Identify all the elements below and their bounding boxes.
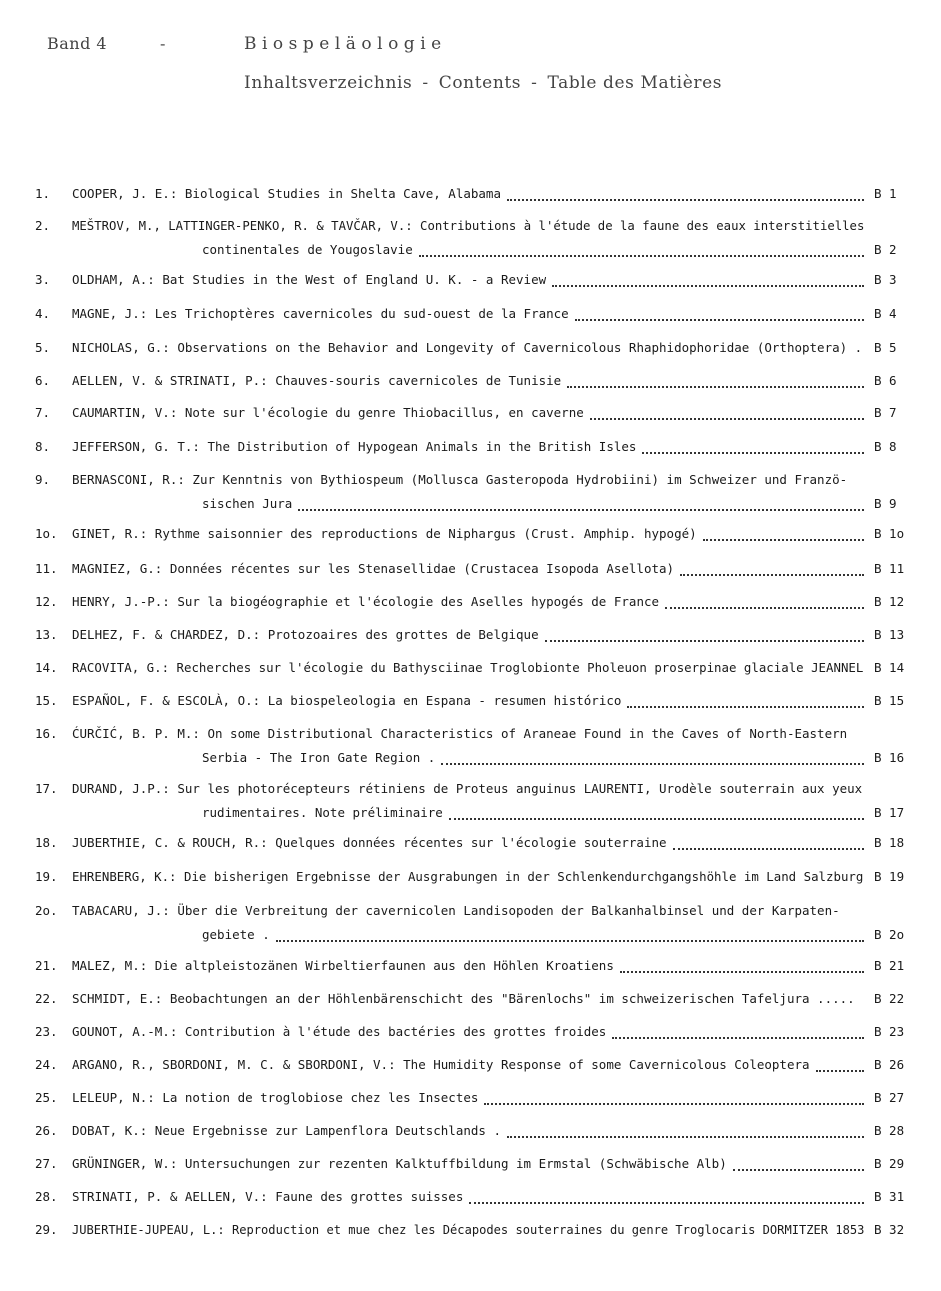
entry-title: Les Trichoptères cavernicoles du sud-ouest de la France <box>154 306 569 321</box>
entry-number: 3. <box>35 272 51 287</box>
dot-leader <box>419 253 864 257</box>
toc-entry <box>0 526 941 546</box>
toc-entry <box>0 1123 941 1143</box>
entry-line <box>72 1156 727 1171</box>
toc-entry <box>0 306 941 326</box>
page-reference: B 5 <box>874 340 897 355</box>
entry-author: EHRENBERG, K.: <box>72 869 177 884</box>
entry-author: SCHMIDT, E.: <box>72 991 163 1006</box>
dot-leader <box>816 1068 864 1072</box>
entry-number: 29. <box>35 1222 58 1237</box>
entry-author: ĆURČIĆ, B. P. M.: <box>72 726 200 741</box>
page-reference: B 3 <box>874 272 897 287</box>
entry-line <box>72 958 614 973</box>
page-reference: B 11 <box>874 561 905 576</box>
page-reference: B 15 <box>874 693 905 708</box>
entry-number: 11. <box>35 561 58 576</box>
entry-number: 18. <box>35 835 58 850</box>
toc-entry <box>0 186 941 206</box>
page-reference: B 21 <box>874 958 905 973</box>
dot-leader <box>552 283 864 287</box>
toc-entry <box>0 373 941 393</box>
entry-number: 9. <box>35 472 51 487</box>
entry-number: 4. <box>35 306 51 321</box>
entry-line <box>72 594 659 609</box>
page-reference: B 12 <box>874 594 905 609</box>
dot-leader <box>680 572 864 576</box>
entry-author: MALEZ, M.: <box>72 958 148 973</box>
entry-author: DELHEZ, F. & CHARDEZ, D.: <box>72 627 261 642</box>
entry-line <box>72 218 864 233</box>
entry-number: 19. <box>35 869 58 884</box>
page-reference: B 1 <box>874 186 897 201</box>
dot-leader <box>276 938 864 942</box>
entry-number: 1. <box>35 186 51 201</box>
entry-number: 2. <box>35 218 51 233</box>
entry-line <box>72 693 621 708</box>
dot-leader <box>507 1134 864 1138</box>
entry-line <box>72 472 847 487</box>
entry-title: Observations on the Behavior and Longevity of Cavernicolous Rhaphidophoridae (Orthoptera) . <box>177 340 863 355</box>
entry-line <box>72 1189 463 1204</box>
entry-line <box>72 306 569 321</box>
entry-title: Sur la biogéographie et l'écologie des Aselles hypogés de France <box>177 594 660 609</box>
toc-entry <box>0 218 941 257</box>
page-reference: B 27 <box>874 1090 905 1105</box>
entry-number: 6. <box>35 373 51 388</box>
entry-title: Recherches sur l'écologie du Bathysciinae Troglobionte Pholeuon proserpinae glaciale JEANNEL <box>176 660 864 675</box>
entry-number: 28. <box>35 1189 58 1204</box>
toc-entry <box>0 340 941 360</box>
page-reference: B 16 <box>874 750 905 765</box>
entry-author: JUBERTHIE, C. & ROUCH, R.: <box>72 835 268 850</box>
dot-leader <box>507 197 864 201</box>
entry-title: Données récentes sur les Stenasellidae (Crustacea Isopoda Asellota) <box>169 561 675 576</box>
page-reference: B 31 <box>874 1189 905 1204</box>
dot-leader <box>567 384 864 388</box>
entry-number: 13. <box>35 627 58 642</box>
entry-number: 26. <box>35 1123 58 1138</box>
entry-line <box>72 186 501 201</box>
entry-title: Untersuchungen zur rezenten Kalktuffbildung im Ermstal (Schwäbische Alb) <box>184 1156 727 1171</box>
entry-author: GRÜNINGER, W.: <box>72 1156 178 1171</box>
toc-entry <box>0 991 941 1011</box>
entry-line <box>72 726 847 741</box>
entry-number: 23. <box>35 1024 58 1039</box>
page-reference: B 2 <box>874 242 897 257</box>
toc-entry <box>0 627 941 647</box>
entry-line <box>72 373 561 388</box>
page-reference: B 1o <box>874 526 905 541</box>
entry-line <box>72 405 584 420</box>
entry-author: GOUNOT, A.-M.: <box>72 1024 178 1039</box>
dot-leader <box>449 816 864 820</box>
toc-entry <box>0 869 941 889</box>
dot-leader <box>642 450 864 454</box>
entry-author: BERNASCONI, R.: <box>72 472 185 487</box>
entry-author: DURAND, J.P.: <box>72 781 170 796</box>
entry-number: 2o. <box>35 903 58 918</box>
entry-author: AELLEN, V. & STRINATI, P.: <box>72 373 268 388</box>
toc-entry <box>0 903 941 942</box>
entry-number: 27. <box>35 1156 58 1171</box>
page-reference: B 32 <box>874 1222 905 1237</box>
entry-author: NICHOLAS, G.: <box>72 340 170 355</box>
entry-line <box>72 781 862 796</box>
entry-title-continuation: gebiete . <box>202 927 270 942</box>
subtitle-french: Table des Matières <box>547 73 723 93</box>
dot-leader <box>703 537 864 541</box>
entry-title: Beobachtungen an der Höhlenbärenschicht des "Bärenlochs" im schweizerischen Tafeljura ..... <box>169 991 855 1006</box>
entry-title: Chauves-souris cavernicoles de Tunisie <box>275 373 562 388</box>
entry-title-continuation: Serbia - The Iron Gate Region . <box>202 750 436 765</box>
entry-number: 14. <box>35 660 58 675</box>
entry-title: Contributions à l'étude de la faune des eaux interstitielles <box>420 218 865 233</box>
dot-leader <box>620 969 864 973</box>
entry-number: 1o. <box>35 526 58 541</box>
entry-author: ESPAÑOL, F. & ESCOLÀ, O.: <box>72 693 261 708</box>
entry-title: Quelques données récentes sur l'écologie souterraine <box>275 835 667 850</box>
toc-entry <box>0 439 941 459</box>
page-reference: B 4 <box>874 306 897 321</box>
entry-title: The Humidity Response of some Cavernicolous Coleoptera <box>403 1057 810 1072</box>
entry-number: 21. <box>35 958 58 973</box>
dot-leader <box>545 638 864 642</box>
entry-title: Rythme saisonnier des reproductions de Niphargus (Crust. Amphip. hypogé) <box>154 526 697 541</box>
entry-number: 12. <box>35 594 58 609</box>
entry-author: CAUMARTIN, V.: <box>72 405 178 420</box>
entry-number: 17. <box>35 781 58 796</box>
entry-title: On some Distributional Characteristics of Araneae Found in the Caves of North-Eastern <box>207 726 848 741</box>
entry-title: La biospeleologia en Espana - resumen histórico <box>267 693 622 708</box>
dot-leader <box>575 317 864 321</box>
toc-entry <box>0 1222 941 1242</box>
entry-title: Biological Studies in Shelta Cave, Alabama <box>184 186 501 201</box>
toc-entry <box>0 835 941 855</box>
dot-leader <box>673 846 864 850</box>
toc-entry <box>0 561 941 581</box>
entry-title-continuation: rudimentaires. Note préliminaire <box>202 805 443 820</box>
entry-line <box>72 1090 478 1105</box>
dot-leader <box>590 416 864 420</box>
entry-author: OLDHAM, A.: <box>72 272 155 287</box>
entry-title: Reproduction et mue chez les Décapodes souterraines du genre Troglocaris DORMITZER 1853 <box>231 1222 865 1237</box>
entry-line <box>72 1057 810 1072</box>
page-reference: B 28 <box>874 1123 905 1138</box>
entry-number: 22. <box>35 991 58 1006</box>
dot-leader <box>627 704 864 708</box>
entry-line <box>72 903 840 918</box>
dot-leader <box>469 1200 864 1204</box>
page-reference: B 6 <box>874 373 897 388</box>
page-title: Biospeläologie <box>244 34 447 54</box>
page-reference: B 2o <box>874 927 905 942</box>
dot-leader <box>665 605 864 609</box>
entry-author: MAGNE, J.: <box>72 306 148 321</box>
dot-leader <box>441 761 864 765</box>
entry-number: 16. <box>35 726 58 741</box>
entry-line <box>72 1123 501 1138</box>
subtitle-german: Inhaltsverzeichnis <box>244 73 413 93</box>
entry-title: The Distribution of Hypogean Animals in the British Isles <box>207 439 637 454</box>
toc-entry <box>0 472 941 511</box>
toc-entry <box>0 1189 941 1209</box>
entry-author: DOBAT, K.: <box>72 1123 148 1138</box>
subtitle-separator: - <box>422 73 429 93</box>
entry-number: 25. <box>35 1090 58 1105</box>
entry-title: Contribution à l'étude des bactéries des grottes froides <box>184 1024 607 1039</box>
page-reference: B 22 <box>874 991 905 1006</box>
entry-author: LELEUP, N.: <box>72 1090 155 1105</box>
entry-title-continuation: sischen Jura <box>202 496 293 511</box>
entry-line <box>72 660 863 675</box>
entry-title: Bat Studies in the West of England U. K. - a Review <box>162 272 547 287</box>
entry-title: Über die Verbreitung der cavernicolen Landisopoden der Balkanhalbinsel und der Karpaten- <box>177 903 840 918</box>
entry-line <box>72 526 697 541</box>
entry-title: Note sur l'écologie du genre Thiobacillus, en caverne <box>184 405 584 420</box>
entry-number: 5. <box>35 340 51 355</box>
subtitle-separator: - <box>531 73 538 93</box>
toc-entry <box>0 958 941 978</box>
entry-title: La notion de troglobiose chez les Insectes <box>162 1090 479 1105</box>
dot-leader <box>612 1035 864 1039</box>
page-reference: B 7 <box>874 405 897 420</box>
entry-title: Neue Ergebnisse zur Lampenflora Deutschlands . <box>154 1123 501 1138</box>
entry-title: Faune des grottes suisses <box>275 1189 464 1204</box>
entry-author: TABACARU, J.: <box>72 903 170 918</box>
entry-line <box>72 1222 864 1237</box>
entry-title: Die bisherigen Ergebnisse der Ausgrabungen in der Schlenkendurchgangshöhle im Land Salzburg <box>183 869 864 884</box>
entry-number: 24. <box>35 1057 58 1072</box>
page-reference: B 8 <box>874 439 897 454</box>
toc-entry <box>0 726 941 765</box>
entry-line <box>72 835 667 850</box>
entry-title-continuation: continentales de Yougoslavie <box>202 242 413 257</box>
entry-line <box>72 561 674 576</box>
entry-line <box>72 869 863 884</box>
toc-entry <box>0 1156 941 1176</box>
entry-number: 15. <box>35 693 58 708</box>
page-reference: B 17 <box>874 805 905 820</box>
toc-entry <box>0 1090 941 1110</box>
page-reference: B 13 <box>874 627 905 642</box>
header-dash: - <box>160 34 166 53</box>
entry-author: HENRY, J.-P.: <box>72 594 170 609</box>
entry-title: Zur Kenntnis von Bythiospeum (Mollusca Gasteropoda Hydrobiini) im Schweizer und Franzö- <box>192 472 848 487</box>
entry-title: Sur les photorécepteurs rétiniens de Proteus anguinus LAURENTI, Urodèle souterrain aux yeux <box>177 781 863 796</box>
toc-entry <box>0 693 941 713</box>
entry-number: 7. <box>35 405 51 420</box>
toc-entry <box>0 405 941 425</box>
toc-entry <box>0 1024 941 1044</box>
entry-author: STRINATI, P. & AELLEN, V.: <box>72 1189 268 1204</box>
entry-line <box>72 627 539 642</box>
entry-author: JEFFERSON, G. T.: <box>72 439 200 454</box>
dot-leader <box>484 1101 864 1105</box>
entry-author: MAGNIEZ, G.: <box>72 561 163 576</box>
entry-line <box>72 272 546 287</box>
entry-title: Protozoaires des grottes de Belgique <box>267 627 539 642</box>
toc-entry <box>0 660 941 680</box>
entry-author: ARGANO, R., SBORDONI, M. C. & SBORDONI, V.: <box>72 1057 396 1072</box>
page-reference: B 26 <box>874 1057 905 1072</box>
entry-author: MEŠTROV, M., LATTINGER-PENKO, R. & TAVČAR, V.: <box>72 218 413 233</box>
page-reference: B 23 <box>874 1024 905 1039</box>
page-reference: B 19 <box>874 869 905 884</box>
page-reference: B 18 <box>874 835 905 850</box>
entry-line <box>72 991 855 1006</box>
entry-line <box>72 439 636 454</box>
entry-author: JUBERTHIE-JUPEAU, L.: <box>72 1222 225 1237</box>
toc-entry <box>0 594 941 614</box>
volume-label: Band 4 <box>47 34 108 53</box>
entry-number: 8. <box>35 439 51 454</box>
toc-entry <box>0 781 941 820</box>
entry-line <box>72 1024 606 1039</box>
entry-line <box>72 340 862 355</box>
entry-author: RACOVITA, G.: <box>72 660 170 675</box>
page-reference: B 29 <box>874 1156 905 1171</box>
dot-leader <box>733 1167 864 1171</box>
entry-author: COOPER, J. E.: <box>72 186 178 201</box>
subtitle-english: Contents <box>438 73 522 93</box>
page-reference: B 9 <box>874 496 897 511</box>
entry-title: Die altpleistozänen Wirbeltierfaunen aus den Höhlen Kroatiens <box>154 958 614 973</box>
entry-author: GINET, R.: <box>72 526 148 541</box>
toc-entry <box>0 272 941 292</box>
page-reference: B 14 <box>874 660 905 675</box>
toc-entry <box>0 1057 941 1077</box>
dot-leader <box>298 507 864 511</box>
